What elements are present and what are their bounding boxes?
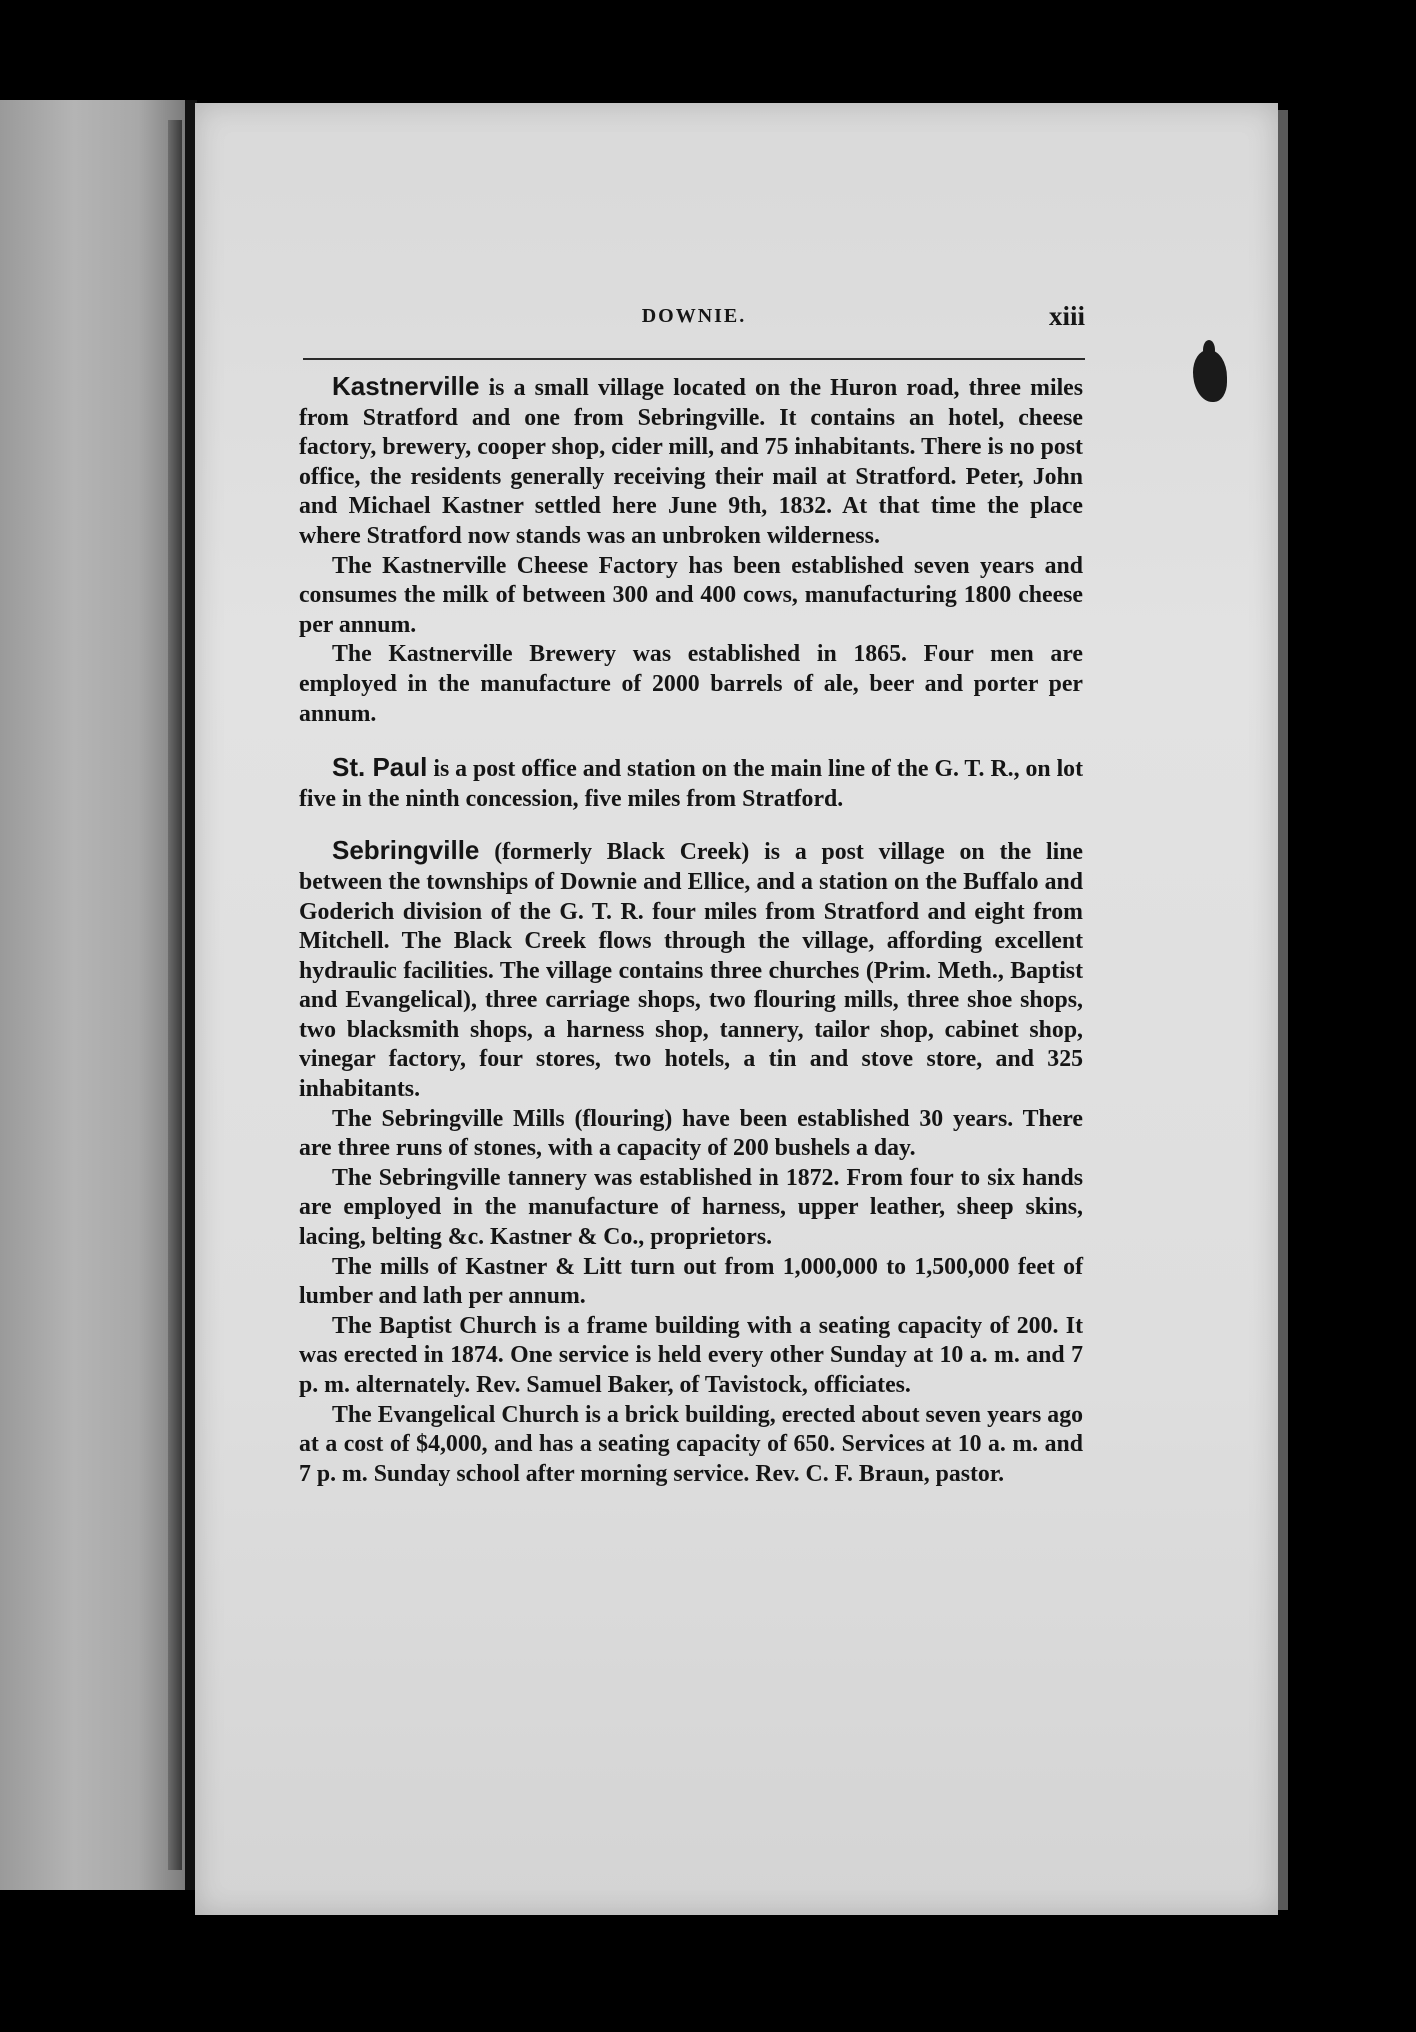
section-gap xyxy=(299,814,1083,836)
section-gap xyxy=(299,729,1083,753)
st-paul-description: is a post office and station on the main line of the G. T. R., on lot five in the ninth concession, five miles from Stratford. xyxy=(299,756,1084,812)
previous-page-shadow xyxy=(168,120,182,1870)
place-name-kastnerville: Kastnerville xyxy=(332,371,480,401)
running-head-title: DOWNIE. xyxy=(641,305,747,327)
place-name-st-paul: St. Paul xyxy=(332,752,428,783)
page-number: xiii xyxy=(1048,301,1085,331)
kastnerville-description: is a small village located on the Huron road, three miles from Stratford and one from Sebringville. It contains an hotel, cheese factory, brewery, cooper shop, cider mill, and 75 inhabitants. There is no post office, the residents generally receiving their mail at Stratford. Peter, John and Michael Kastner settled here June 9th, 1832. At that time the place where Stratford now stands was an unbroken wilderness. xyxy=(299,375,1084,549)
previous-page-edge xyxy=(0,100,185,1890)
sebringville-description: (formerly Black Creek) is a post village on the line between the townships of Downie and Ellice, and a station on the Buffalo and Goderich division of the G. T. R. four miles from Stratford and eight from Mitchell. The Black Creek flows through the village, affording excellent hydraulic facilities. The village contains three churches (Prim. Meth., Baptist and Evangelical), three carriage shops, two flouring mills, three shoe shops, two blacksmith shops, a harness shop, tannery, tailor shop, cabinet shop, vinegar factory, four stores, two hotels, a tin and stove store, and 325 inhabitants. xyxy=(299,839,1083,1103)
running-head xyxy=(303,301,1085,339)
baptist-church: The Baptist Church is a frame building with a seating capacity of 200. It was erected in 1874. One service is held every other Sunday at 10 a. m. and 7 p. m. alternately. Rev. Samuel Baker, of Tavistock, officiates. xyxy=(299,1312,1083,1398)
st-paul-entry xyxy=(299,753,1083,814)
evangelical-church: The Evangelical Church is a brick building, erected about seven years ago at a cost of $4,000, and has a seating capacity of 650. Services at 10 a. m. and 7 p. m. Sunday school after morning service. Rev. C. F. Braun, pastor. xyxy=(299,1401,1083,1487)
sebringville-entry xyxy=(299,836,1083,1104)
sebringville-mills: The Sebringville Mills (flouring) have been established 30 years. There are three runs of stones, with a capacity of 200 bushels a day. xyxy=(299,1105,1083,1162)
sebringville-tannery: The Sebringville tannery was established in 1872. From four to six hands are employed in the manufacture of harness, upper leather, sheep skins, lacing, belting &c. Kastner & Co., proprietors. xyxy=(299,1164,1083,1251)
kastnerville-entry xyxy=(299,372,1083,552)
kastnerville-cheese-factory: The Kastnerville Cheese Factory has been established seven years and consumes the milk of between 300 and 400 cows, manufacturing 1800 cheese per annum. xyxy=(299,552,1083,638)
page-right-edge xyxy=(1278,110,1288,1910)
page-body xyxy=(299,372,1083,1489)
kastner-litt-mills: The mills of Kastner & Litt turn out from 1,000,000 to 1,500,000 feet of lumber and lath per annum. xyxy=(299,1253,1083,1310)
ink-blot-mark-small xyxy=(1203,340,1215,360)
place-name-sebringville: Sebringville xyxy=(332,835,480,866)
header-rule xyxy=(303,358,1085,360)
kastnerville-brewery: The Kastnerville Brewery was established in 1865. Four men are employed in the manufacture of 2000 barrels of ale, beer and porter per annum. xyxy=(299,641,1083,727)
